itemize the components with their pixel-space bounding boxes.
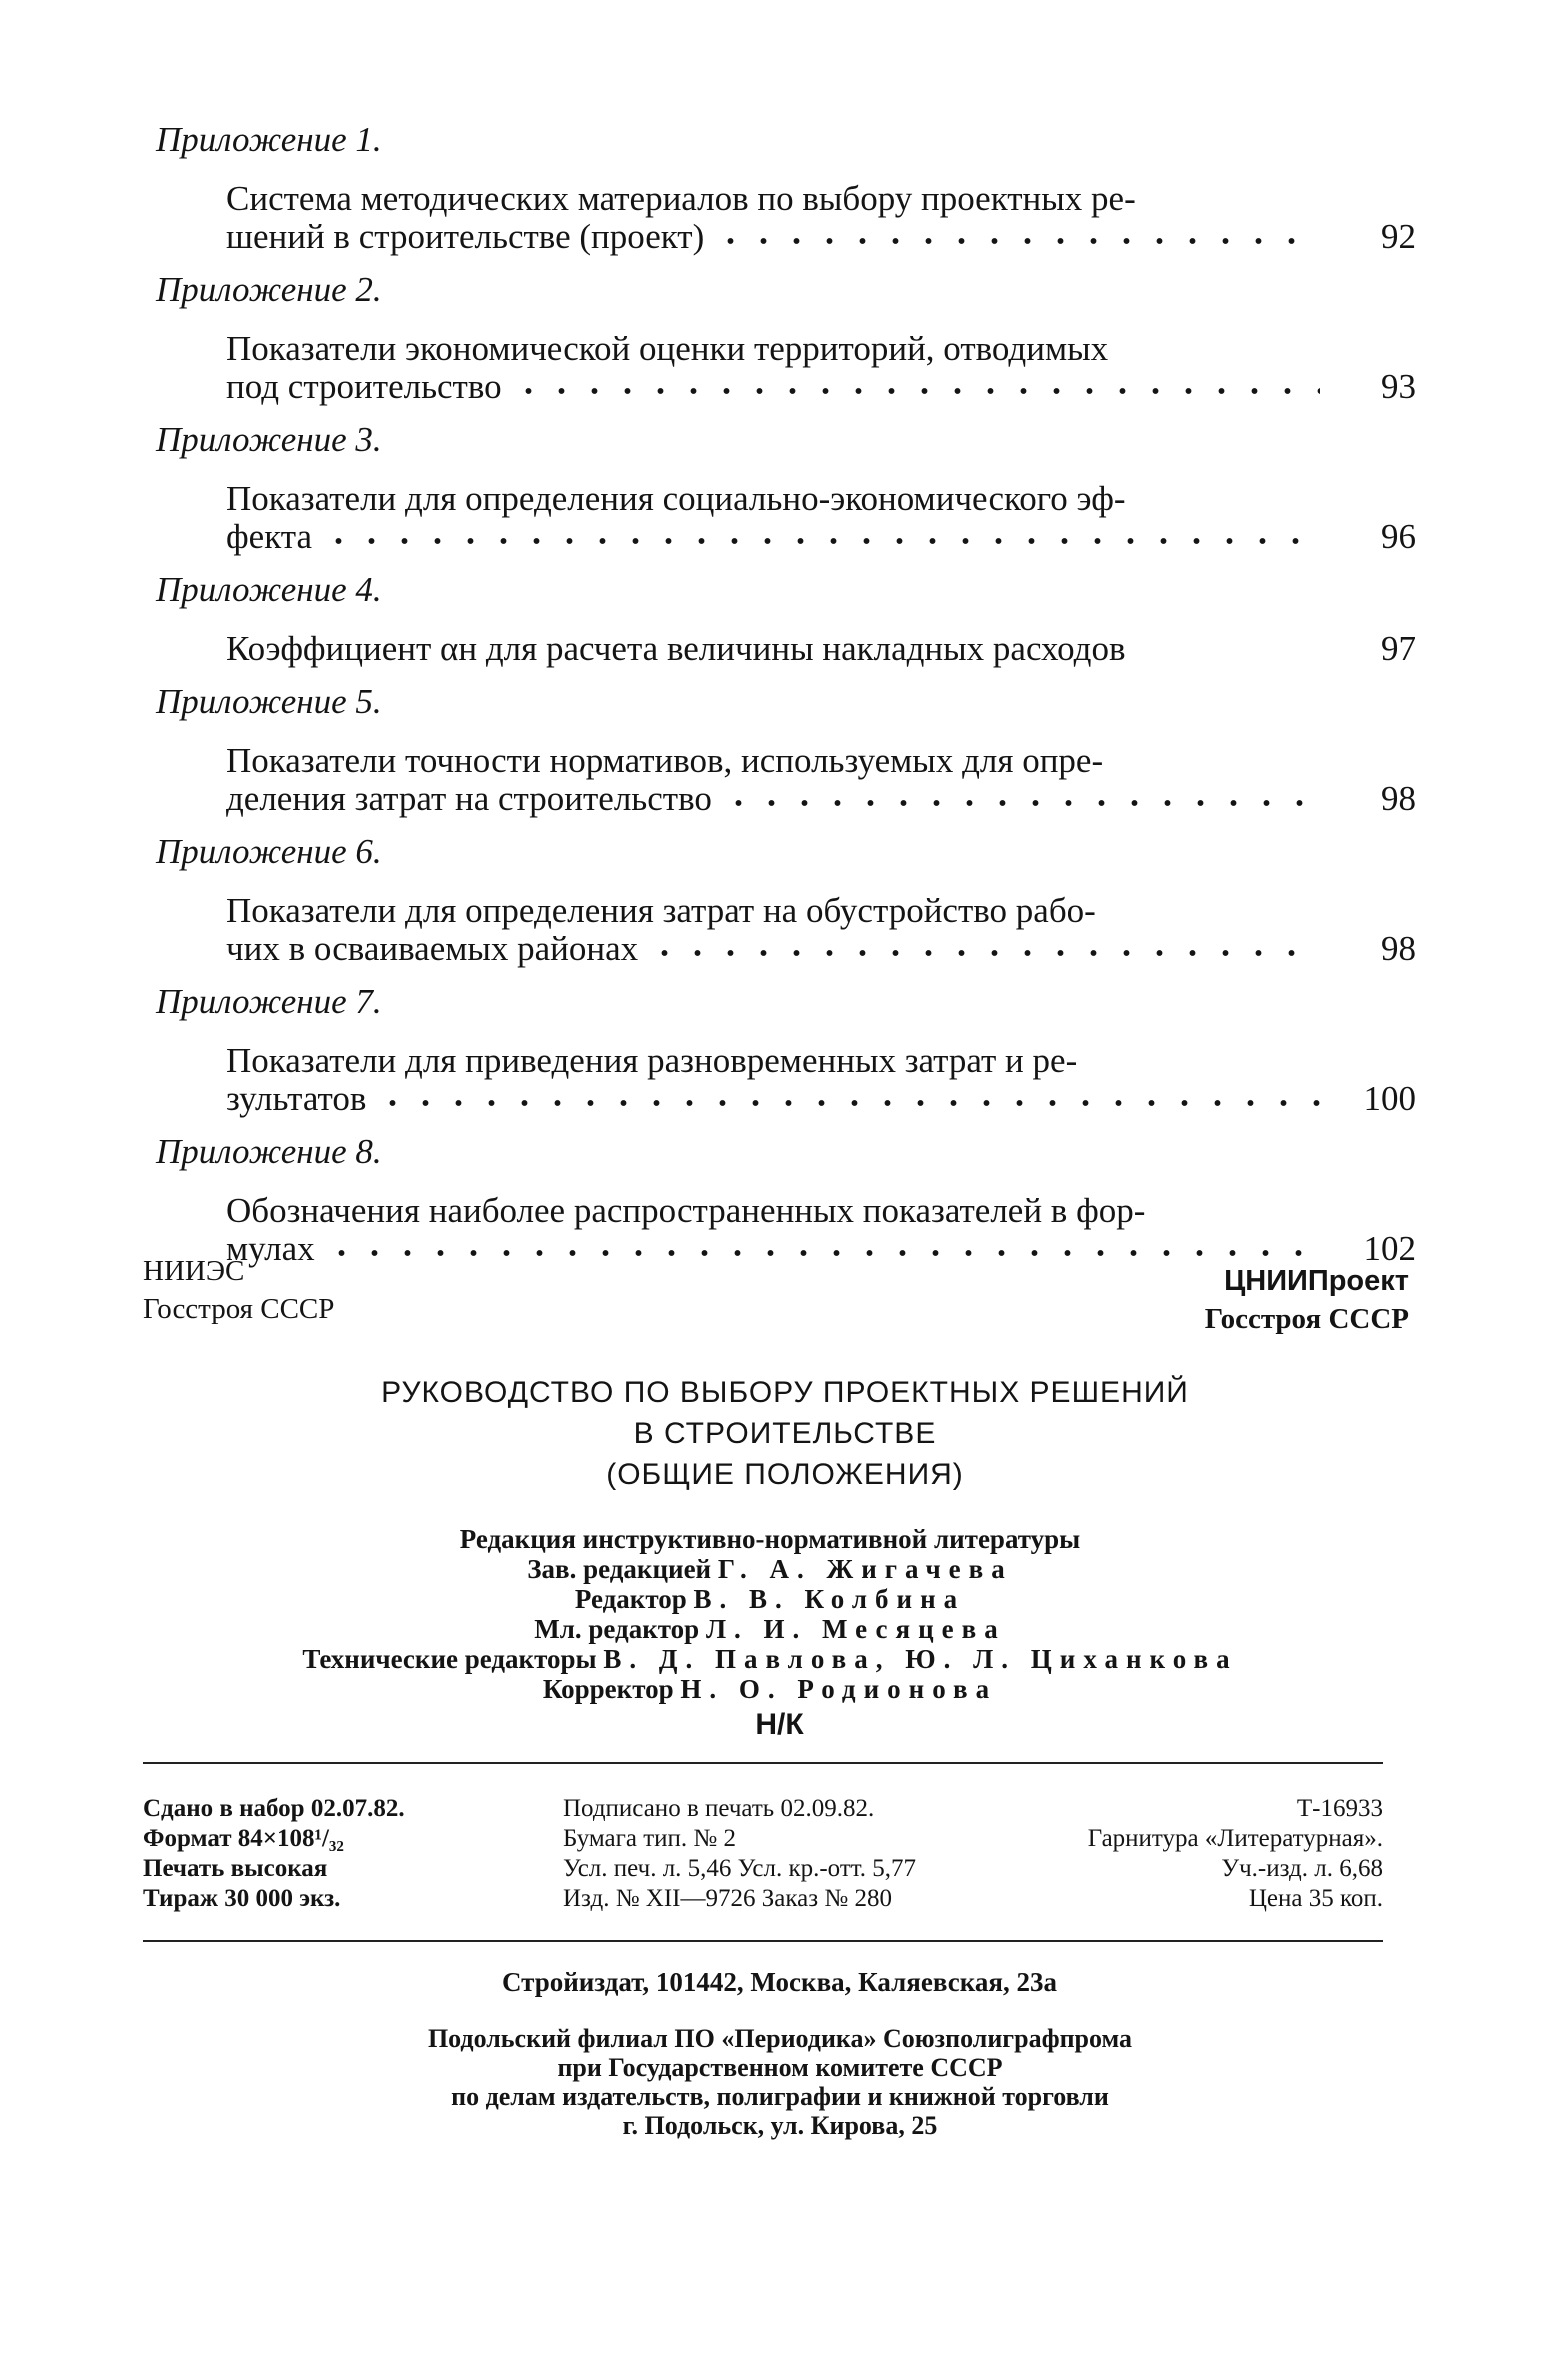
imprint-cell: Усл. печ. л. 5,46 Усл. кр.-отт. 5,77 (563, 1855, 917, 1882)
credit-person: Г. А. Жигачева (717, 1554, 1013, 1584)
toc-entry-last-line: под строительство (226, 367, 502, 406)
imprint-table (143, 1794, 1383, 1914)
toc-page-number: 97 (1381, 629, 1416, 668)
credit-role: Зав. редакцией (527, 1554, 712, 1584)
imprint-cell: Подписано в печать 02.09.82. (563, 1795, 875, 1822)
book-title-line: (ОБЩИЕ ПОЛОЖЕНИЯ) (606, 1458, 964, 1491)
toc-page-number: 100 (1363, 1079, 1416, 1118)
book-title (300, 1372, 1270, 1495)
imprint-cell: Уч.-изд. л. 6,68 (1221, 1855, 1383, 1882)
credit-line (230, 1674, 1310, 1704)
nk-mark: Н/К (755, 1708, 804, 1741)
toc-entry-last-line: мулах (226, 1229, 315, 1268)
toc-entry-last-line: зультатов (226, 1079, 367, 1118)
leader-dots (325, 1250, 1320, 1256)
toc-entry-line: Показатели для приведения разновременных затрат и ре- (226, 1041, 1078, 1080)
leader-dots (512, 388, 1320, 394)
leader-dots (322, 538, 1320, 544)
toc-page-number: 98 (1381, 929, 1416, 968)
toc-entry-last-line: чих в осваиваемых районах (226, 929, 639, 968)
toc-entry[interactable] (148, 892, 1416, 968)
publisher-address: Стройиздат, 101442, Москва, Каляевская, 23а (501, 1967, 1058, 1997)
imprint-cell: Гарнитура «Литературная». (1087, 1825, 1383, 1852)
toc-entry-last-line: фекта (226, 517, 313, 556)
toc-page-number: 102 (1363, 1229, 1416, 1268)
leader-dots (376, 1100, 1320, 1106)
toc-page-number: 98 (1381, 779, 1416, 818)
edition-name: Редакция инструктивно-нормативной литературы (459, 1524, 1081, 1554)
book-title-line: В СТРОИТЕЛЬСТВЕ (633, 1417, 937, 1450)
credit-line (230, 1554, 1310, 1584)
toc-block-2 (148, 270, 1416, 406)
imprint-cell: Цена 35 коп. (1248, 1885, 1383, 1912)
toc-entry-line: Показатели для определения затрат на обустройство рабо- (226, 891, 1096, 930)
toc-entry-last-line: шений в строительстве (проект) (226, 217, 705, 256)
leader-dots (722, 800, 1320, 806)
appendix-heading: Приложение 6. (156, 832, 382, 871)
toc-page-number: 93 (1381, 367, 1416, 406)
printer-info (200, 2024, 1360, 2140)
toc-entry[interactable] (148, 742, 1416, 818)
imprint-cell: Сдано в набор 02.07.82. (143, 1795, 405, 1822)
toc-block-8 (148, 1132, 1416, 1268)
toc-entry[interactable] (148, 330, 1416, 406)
printer-line: Подольский филиал ПО «Периодика» Союзполиграфпрома (427, 2024, 1133, 2053)
credit-person: Н. О. Родионова (680, 1674, 998, 1704)
credit-role: Технические редакторы (302, 1644, 597, 1674)
credit-role: Корректор (542, 1674, 674, 1704)
appendix-heading: Приложение 2. (156, 270, 382, 309)
toc-block-7 (148, 982, 1416, 1118)
imprint-cell: Печать высокая (143, 1855, 328, 1882)
imprint-cell: Т-16933 (1296, 1795, 1383, 1822)
credit-person: Л. И. Месяцева (705, 1614, 1006, 1644)
credit-line (230, 1614, 1310, 1644)
organization-left (143, 1252, 334, 1328)
editorial-credits (230, 1524, 1310, 1704)
toc-entry-line: Система методических материалов по выбору проектных ре- (226, 179, 1136, 218)
organization-right (1205, 1262, 1409, 1338)
imprint-cell: Изд. № XII—9726 Заказ № 280 (563, 1885, 892, 1912)
toc-entry[interactable] (148, 480, 1416, 556)
toc-entry-line: Показатели точности нормативов, используемых для опре- (226, 741, 1104, 780)
toc-block-6 (148, 832, 1416, 968)
credit-line (230, 1584, 1310, 1614)
toc-entry-last-line: Коэффициент αн для расчета величины накладных расходов (226, 629, 1126, 668)
printer-line: по делам издательств, полиграфии и книжной торговли (451, 2082, 1109, 2111)
org-right-name: ЦНИИПроект (1224, 1265, 1409, 1297)
leader-dots (714, 238, 1320, 244)
toc-entry[interactable] (148, 180, 1416, 256)
toc-page-number: 92 (1381, 217, 1416, 256)
toc-entry[interactable] (148, 630, 1416, 668)
credit-role: Мл. редактор (534, 1614, 700, 1644)
org-left-affiliation: Госстроя СССР (143, 1293, 335, 1325)
toc-page-number: 96 (1381, 517, 1416, 556)
toc-entry[interactable] (148, 1192, 1416, 1268)
printer-line: при Государственном комитете СССР (557, 2053, 1003, 2082)
appendix-heading: Приложение 3. (156, 420, 382, 459)
toc-block-4 (148, 570, 1416, 668)
imprint-cell: Тираж 30 000 экз. (143, 1885, 341, 1912)
toc-entry-last-line: деления затрат на строительство (226, 779, 712, 818)
credit-person: В. Д. Павлова, Ю. Л. Циханкова (603, 1644, 1238, 1674)
book-title-line: РУКОВОДСТВО ПО ВЫБОРУ ПРОЕКТНЫХ РЕШЕНИЙ (381, 1376, 1189, 1409)
divider-rule (143, 1762, 1383, 1764)
toc-block-1 (148, 120, 1416, 256)
imprint-cell: Бумага тип. № 2 (563, 1825, 737, 1852)
credit-role: Редактор (574, 1584, 687, 1614)
toc-entry-line: Обозначения наиболее распространенных показателей в фор- (226, 1191, 1146, 1230)
toc-block-3 (148, 420, 1416, 556)
appendix-heading: Приложение 4. (156, 570, 382, 609)
toc-entry[interactable] (148, 1042, 1416, 1118)
divider-rule (143, 1940, 1383, 1942)
toc-block-5 (148, 682, 1416, 818)
org-left-name: НИИЭС (143, 1255, 245, 1287)
credit-line (230, 1644, 1310, 1674)
org-right-affiliation: Госстроя СССР (1204, 1303, 1409, 1335)
appendix-heading: Приложение 8. (156, 1132, 382, 1171)
imprint-cell: Формат 84×108¹/₃₂ (143, 1825, 344, 1852)
appendix-heading: Приложение 7. (156, 982, 382, 1021)
appendix-heading: Приложение 5. (156, 682, 382, 721)
toc-entry-line: Показатели экономической оценки территорий, отводимых (226, 329, 1109, 368)
leader-dots (648, 950, 1320, 956)
appendix-table-of-contents (148, 120, 1416, 1282)
credit-person: В. В. Колбина (693, 1584, 966, 1614)
printer-line: г. Подольск, ул. Кирова, 25 (622, 2111, 938, 2140)
appendix-heading: Приложение 1. (156, 120, 382, 159)
toc-entry-line: Показатели для определения социально-экономического эф- (226, 479, 1126, 518)
